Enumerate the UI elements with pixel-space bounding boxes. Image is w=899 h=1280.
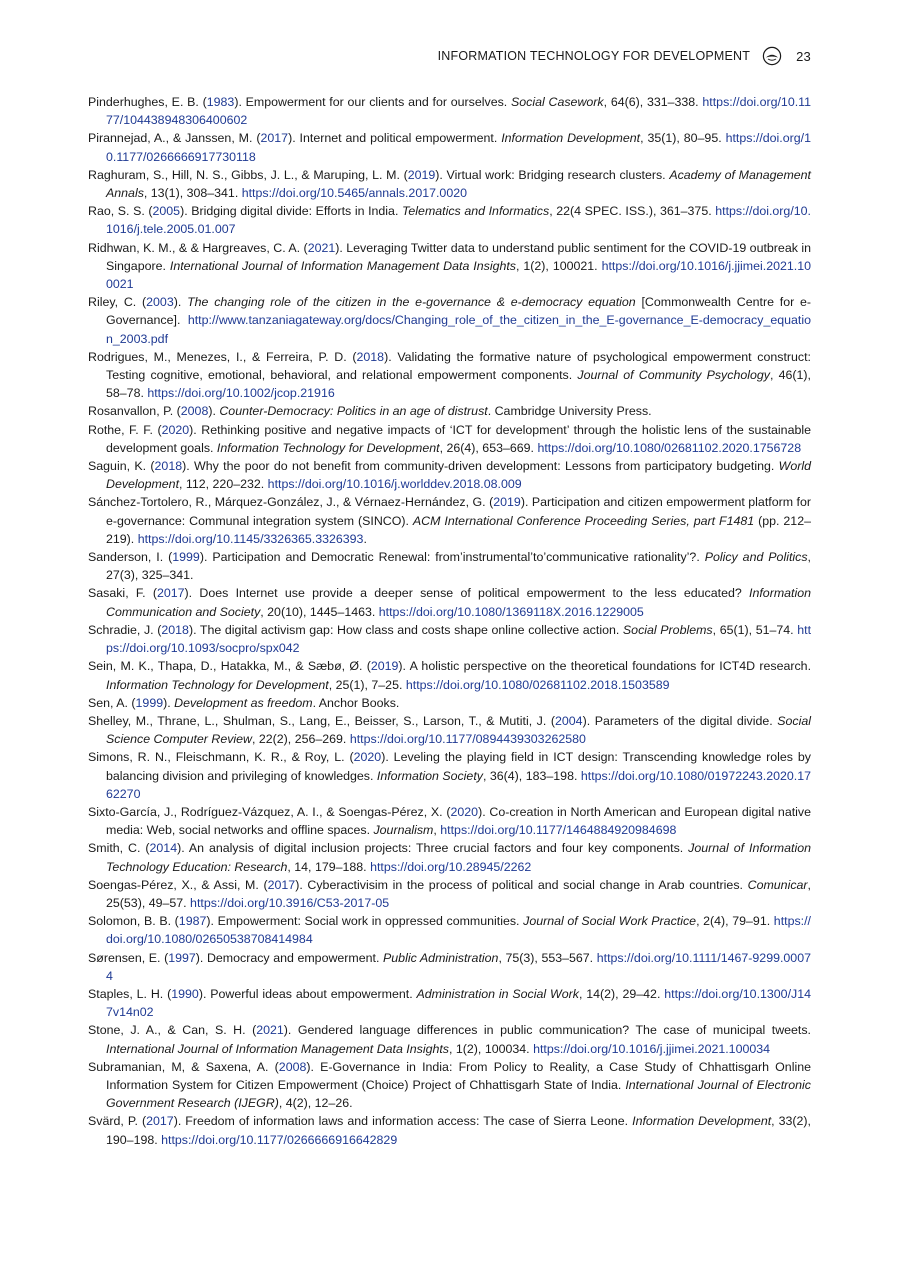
- reference-title: ). Freedom of information laws and information access: The case of Sierra Leone.: [173, 1114, 633, 1129]
- reference-year-link[interactable]: 2003: [146, 295, 174, 310]
- reference-source: Social Casework: [511, 95, 604, 109]
- reference-title: ).: [208, 404, 220, 419]
- reference-doi-link[interactable]: https://doi.org/10.3916/C53-2017-05: [190, 895, 390, 910]
- reference-title: ). Bridging digital divide: Efforts in India.: [180, 204, 402, 219]
- reference-doi-link[interactable]: https://doi.org/10.1080/02681102.2020.1756728: [537, 440, 802, 455]
- reference-year-link[interactable]: 1997: [168, 950, 196, 965]
- reference-title: ). An analysis of digital inclusion projects: Three crucial factors and four key components.: [177, 841, 689, 856]
- reference-authors: Saguin, K. (: [88, 459, 155, 474]
- reference-doi-link[interactable]: https://doi.org/10.1080/01972243.2020.1762270: [106, 768, 811, 801]
- reference-year-link[interactable]: 2020: [161, 422, 190, 437]
- reference-title: ). Democracy and empowerment.: [195, 950, 384, 965]
- reference-source: Administration in Social Work: [416, 986, 579, 1001]
- running-header: [430, 46, 811, 66]
- reference-details: , 75(3), 553–567.: [498, 950, 597, 965]
- reference-details: (pp. 212–219).: [106, 513, 811, 546]
- reference-year-link[interactable]: 2017: [156, 586, 185, 601]
- reference-doi-link[interactable]: https://doi.org/10.1177/0266666917730118: [106, 131, 811, 164]
- reference-entry: [88, 912, 811, 948]
- reference-authors: Shelley, M., Thrane, L., Shulman, S., Lang, E., Beisser, S., Larson, T., & Mutiti, J. (: [88, 713, 555, 728]
- reference-source: Information Communication and Society: [106, 586, 812, 619]
- reference-authors: Sen, A. (: [88, 695, 136, 710]
- reference-doi-link[interactable]: https://doi.org/10.5465/annals.2017.0020: [241, 186, 467, 201]
- reference-entry: [88, 803, 811, 839]
- reference-authors: Svärd, P. (: [88, 1114, 147, 1129]
- reference-entry: [88, 493, 811, 548]
- reference-doi-link[interactable]: https://doi.org/10.1111/1467-9299.00074: [106, 950, 811, 983]
- reference-year-link[interactable]: 2005: [152, 204, 181, 219]
- reference-year-link[interactable]: 2018: [154, 459, 183, 474]
- reference-title: ). Does Internet use provide a deeper sense of political empowerment to the less educated?: [184, 586, 750, 601]
- reference-details: , 64(6), 331–338.: [603, 95, 703, 109]
- reference-entry: [88, 166, 811, 202]
- reference-doi-link[interactable]: https://doi.org/10.1016/j.tele.2005.01.007: [106, 204, 811, 237]
- reference-details: , 1(2), 100034.: [449, 1041, 534, 1056]
- reference-year-link[interactable]: 2017: [267, 877, 296, 892]
- reference-title: ). Gendered language differences in public communication? The case of municipal tweets.: [283, 1023, 812, 1038]
- reference-details: , 22(2), 256–269.: [252, 732, 350, 747]
- reference-details: . Cambridge University Press.: [487, 404, 652, 419]
- reference-authors: Rosanvallon, P. (: [88, 404, 181, 419]
- reference-year-link[interactable]: 2018: [161, 622, 189, 637]
- reference-source: Information Technology for Development: [106, 677, 329, 692]
- reference-source: Counter-Democracy: Politics in an age of distrust: [219, 404, 488, 419]
- reference-doi-link[interactable]: http://www.tanzaniagateway.org/docs/Changing_role_of_the_citizen_in_the_E-governance_E-democracy_equation_2003.pdf: [106, 313, 811, 346]
- reference-details: , 65(1), 51–74.: [712, 622, 798, 637]
- reference-authors: Sánchez-Tortolero, R., Márquez-González, J., & Vérnaez-Hernández, G. (: [88, 495, 494, 510]
- reference-source: Social Science Computer Review: [106, 713, 811, 747]
- reference-details: , 20(10), 1445–1463.: [260, 604, 379, 619]
- reference-details: , 13(1), 308–341.: [143, 186, 242, 201]
- reference-authors: Sixto-García, J., Rodríguez-Vázquez, A. I., & Soengas-Pérez, X. (: [88, 804, 451, 819]
- reference-authors: Simons, R. N., Fleischmann, K. R., & Roy, L. (: [88, 750, 354, 765]
- reference-authors: Sein, M. K., Thapa, D., Hatakka, M., & Sæbø, Ø. (: [88, 659, 371, 674]
- reference-title: ). Parameters of the digital divide.: [582, 713, 778, 728]
- reference-source: World Development: [106, 459, 811, 492]
- reference-details: , 25(53), 49–57.: [106, 877, 811, 910]
- reference-year-link[interactable]: 1999: [135, 695, 164, 710]
- reference-details: , 26(4), 653–669.: [439, 440, 538, 455]
- reference-source: Public Administration: [383, 950, 499, 965]
- reference-authors: Staples, L. H. (: [88, 986, 172, 1001]
- reference-title: ). Internet and political empowerment.: [288, 131, 502, 146]
- reference-source: Policy and Politics: [704, 550, 808, 565]
- reference-year-link[interactable]: 2019: [370, 659, 399, 674]
- reference-entry: [88, 712, 811, 748]
- reference-details: , 14, 179–188.: [287, 859, 371, 874]
- reference-details: , 36(4), 183–198.: [482, 768, 581, 783]
- reference-year-link[interactable]: 2019: [493, 495, 521, 510]
- reference-source: Journal of Social Work Practice: [523, 914, 697, 929]
- reference-entry: [88, 129, 811, 165]
- reference-year-link[interactable]: 2020: [353, 750, 382, 765]
- reference-authors: Smith, C. (: [88, 841, 150, 856]
- reference-source: Development as freedom: [174, 695, 313, 710]
- reference-year-link[interactable]: 1999: [172, 550, 200, 565]
- reference-details: , 25(1), 7–25.: [328, 677, 406, 692]
- reference-year-link[interactable]: 2017: [146, 1114, 174, 1129]
- reference-source: Journalism: [373, 823, 434, 838]
- reference-source: Academy of Management Annals: [106, 167, 811, 201]
- reference-authors: Pirannejad, A., & Janssen, M. (: [88, 131, 261, 146]
- reference-title: ). Leveling the playing field in ICT design: Transcending knowledge roles by balancing division and privileging of knowledges.: [106, 750, 811, 783]
- reference-source: International Journal of Information Management Data Insights: [106, 1041, 450, 1056]
- reference-doi-link[interactable]: https://doi.org/10.1177/104438948306400602: [106, 95, 812, 128]
- reference-title: ).: [173, 295, 188, 310]
- reference-details: , 1(2), 100021.: [516, 258, 602, 273]
- reference-source: Social Problems: [622, 622, 713, 637]
- reference-year-link[interactable]: 2018: [356, 349, 385, 364]
- reference-title: ). Cyberactivisim in the process of political and social change in Arab countries.: [295, 877, 748, 892]
- reference-year-link[interactable]: 2008: [180, 404, 209, 419]
- reference-authors: Sasaki, F. (: [88, 586, 157, 601]
- reference-entry: [88, 1021, 811, 1057]
- reference-year-link[interactable]: 2004: [555, 713, 583, 728]
- reference-entry: [88, 93, 811, 129]
- reference-source: The changing role of the citizen in the e-governance & e-democracy equation: [187, 295, 636, 310]
- reference-entry: [88, 202, 811, 238]
- reference-entry: [88, 584, 811, 620]
- reference-doi-link[interactable]: https://doi.org/10.1016/j.jjimei.2021.100034: [533, 1041, 771, 1056]
- reference-source: International Journal of Electronic Government Research (IJEGR): [106, 1077, 811, 1111]
- reference-source: Telematics and Informatics: [401, 204, 550, 219]
- reference-year-link[interactable]: 2021: [307, 240, 336, 255]
- page-number: 23: [796, 48, 811, 64]
- reference-authors: Sørensen, E. (: [88, 950, 169, 965]
- reference-entry: [88, 876, 811, 912]
- reference-doi-link[interactable]: https://doi.org/10.1002/jcop.21916: [147, 386, 335, 401]
- reference-details: . Anchor Books.: [312, 695, 400, 710]
- reference-details: , 112, 220–232.: [179, 477, 268, 492]
- reference-details: , 46(1), 58–78.: [106, 368, 811, 401]
- reference-year-link[interactable]: 2008: [278, 1059, 307, 1074]
- reference-authors: Riley, C. (: [88, 295, 147, 310]
- reference-title: ). Validating the formative nature of psychological empowerment construct: Testing cognitive, emotional, behavioral, and relational empowerment components.: [106, 349, 811, 383]
- reference-entry: [88, 694, 811, 712]
- reference-authors: Subramanian, M, & Saxena, A. (: [88, 1059, 279, 1074]
- reference-details: ,: [433, 823, 441, 838]
- reference-details: , 35(1), 80–95.: [640, 131, 726, 146]
- reference-entry: [88, 1058, 811, 1113]
- reference-entry: [88, 348, 811, 403]
- reference-authors: Ridhwan, K. M., & & Hargreaves, C. A. (: [88, 240, 308, 255]
- reference-authors: Rodrigues, M., Menezes, I., & Ferreira, P. D. (: [88, 349, 357, 364]
- reference-authors: Solomon, B. B. (: [88, 914, 179, 929]
- reference-year-link[interactable]: 2021: [256, 1023, 284, 1038]
- reference-details: , 22(4 SPEC. ISS.), 361–375.: [549, 204, 716, 219]
- reference-entry: [88, 239, 811, 294]
- reference-tail: .: [363, 531, 367, 546]
- reference-details: , 2(4), 79–91.: [696, 914, 774, 929]
- reference-title: ). Virtual work: Bridging research clusters.: [435, 167, 670, 182]
- reference-source: Journal of Community Psychology: [577, 368, 770, 383]
- reference-year-link[interactable]: 1990: [171, 986, 199, 1001]
- reference-title: ). Empowerment for our clients and for ourselves.: [234, 95, 511, 109]
- reference-year-link[interactable]: 2017: [260, 131, 289, 146]
- reference-source: Journal of Information Technology Education: Research: [106, 841, 811, 874]
- reference-doi-link[interactable]: https://doi.org/10.1080/1369118X.2016.1229005: [378, 604, 644, 619]
- reference-doi-link[interactable]: https://doi.org/10.1093/socpro/spx042: [106, 622, 812, 656]
- reference-source: Information Development: [632, 1114, 772, 1129]
- reference-doi-link[interactable]: https://doi.org/10.1145/3326365.3326393: [137, 531, 364, 546]
- reference-doi-link[interactable]: https://doi.org/10.1177/0266666916642829: [161, 1132, 398, 1147]
- reference-title: ). Participation and citizen empowerment platform for e-governance: Communal integration system (SINCO).: [106, 495, 811, 528]
- reference-title: ). Participation and Democratic Renewal: from’instrumental’to’communicative rationality’?.: [199, 550, 705, 565]
- reference-title: ). Leveraging Twitter data to understand public sentiment for the COVID-19 outbreak in Singapore.: [106, 240, 811, 273]
- reference-authors: Rao, S. S. (: [88, 204, 153, 219]
- reference-title: ). Co-creation in North American and European digital native media: Web, social networks and offline spaces.: [106, 804, 811, 838]
- reference-doi-link[interactable]: https://doi.org/10.1080/02650538708414984: [106, 914, 811, 947]
- reference-doi-link[interactable]: https://doi.org/10.28945/2262: [370, 859, 532, 874]
- reference-title: ). E-Governance in India: From Policy to Reality, a Case Study of Chhattisgarh Online Information System for Citizen Empowerment (Choice) Project of Chhattisgarh State of India.: [106, 1059, 811, 1092]
- reference-doi-link[interactable]: https://doi.org/10.1016/j.worlddev.2018.08.009: [267, 477, 522, 492]
- reference-title: ). Why the poor do not benefit from community-driven development: Lessons from participatory budgeting.: [182, 459, 779, 474]
- reference-doi-link[interactable]: https://doi.org/10.1300/J147v14n02: [106, 986, 811, 1020]
- reference-entry: [88, 621, 811, 657]
- reference-entry: [88, 402, 811, 420]
- reference-authors: Raghuram, S., Hill, N. S., Gibbs, J. L., & Maruping, L. M. (: [88, 167, 408, 182]
- reference-details: , 33(2), 190–198.: [106, 1114, 811, 1147]
- reference-year-link[interactable]: 2019: [407, 167, 436, 182]
- reference-entry: [88, 1112, 811, 1148]
- reference-authors: Rothe, F. F. (: [88, 422, 162, 437]
- reference-entry: [88, 839, 811, 875]
- reference-source: ACM International Conference Proceeding Series, part F1481: [412, 513, 755, 528]
- reference-authors: Soengas-Pérez, X., & Assi, M. (: [88, 877, 268, 892]
- reference-entry: [88, 548, 811, 584]
- reference-authors: Pinderhughes, E. B. (: [88, 95, 207, 109]
- reference-source: International Journal of Information Management Data Insights: [169, 258, 516, 273]
- reference-details: [Commonwealth Centre for e-Governance].: [106, 295, 812, 328]
- reference-year-link[interactable]: 1983: [206, 95, 235, 109]
- reference-authors: Schradie, J. (: [88, 622, 162, 637]
- reference-source: Comunicar: [747, 877, 808, 892]
- reference-source: Information Society: [376, 768, 483, 783]
- reference-entry: [88, 949, 811, 985]
- reference-title: ). Rethinking positive and negative impacts of ‘ICT for development’ through the holistic lens of the sustainable development goals.: [106, 422, 811, 455]
- reference-doi-link[interactable]: https://doi.org/10.1016/j.jjimei.2021.100021: [106, 258, 811, 292]
- reference-entry: [88, 421, 811, 457]
- reference-entry: [88, 657, 811, 693]
- reference-doi-link[interactable]: https://doi.org/10.1177/0894439303262580: [349, 732, 586, 747]
- reference-list: [88, 93, 811, 1149]
- reference-title: ). Powerful ideas about empowerment.: [198, 986, 417, 1001]
- reference-doi-link[interactable]: https://doi.org/10.1177/1464884920984698: [440, 823, 677, 838]
- reference-details: , 14(2), 29–42.: [578, 986, 665, 1001]
- reference-entry: [88, 748, 811, 803]
- reference-source: Information Technology for Development: [216, 440, 440, 455]
- reference-authors: Sanderson, I. (: [88, 550, 173, 565]
- reference-entry: [88, 457, 811, 493]
- publisher-logo-icon: [762, 46, 782, 66]
- reference-title: ). Empowerment: Social work in oppressed communities.: [206, 914, 524, 929]
- reference-details: , 4(2), 12–26.: [278, 1096, 353, 1111]
- reference-title: ). The digital activism gap: How class and costs shape online collective action.: [188, 622, 623, 637]
- journal-title: INFORMATION TECHNOLOGY FOR DEVELOPMENT: [437, 49, 751, 63]
- reference-doi-link[interactable]: https://doi.org/10.1080/02681102.2018.1503589: [405, 677, 670, 692]
- reference-title: ). A holistic perspective on the theoretical foundations for ICT4D research.: [398, 659, 812, 674]
- reference-year-link[interactable]: 1987: [178, 914, 207, 929]
- reference-source: Information Development: [501, 131, 641, 146]
- reference-entry: [88, 293, 811, 348]
- reference-title: ).: [163, 695, 175, 710]
- reference-year-link[interactable]: 2020: [450, 804, 479, 819]
- reference-year-link[interactable]: 2014: [149, 841, 178, 856]
- reference-entry: [88, 985, 811, 1021]
- reference-authors: Stone, J. A., & Can, S. H. (: [88, 1023, 257, 1038]
- reference-details: , 27(3), 325–341.: [106, 550, 811, 583]
